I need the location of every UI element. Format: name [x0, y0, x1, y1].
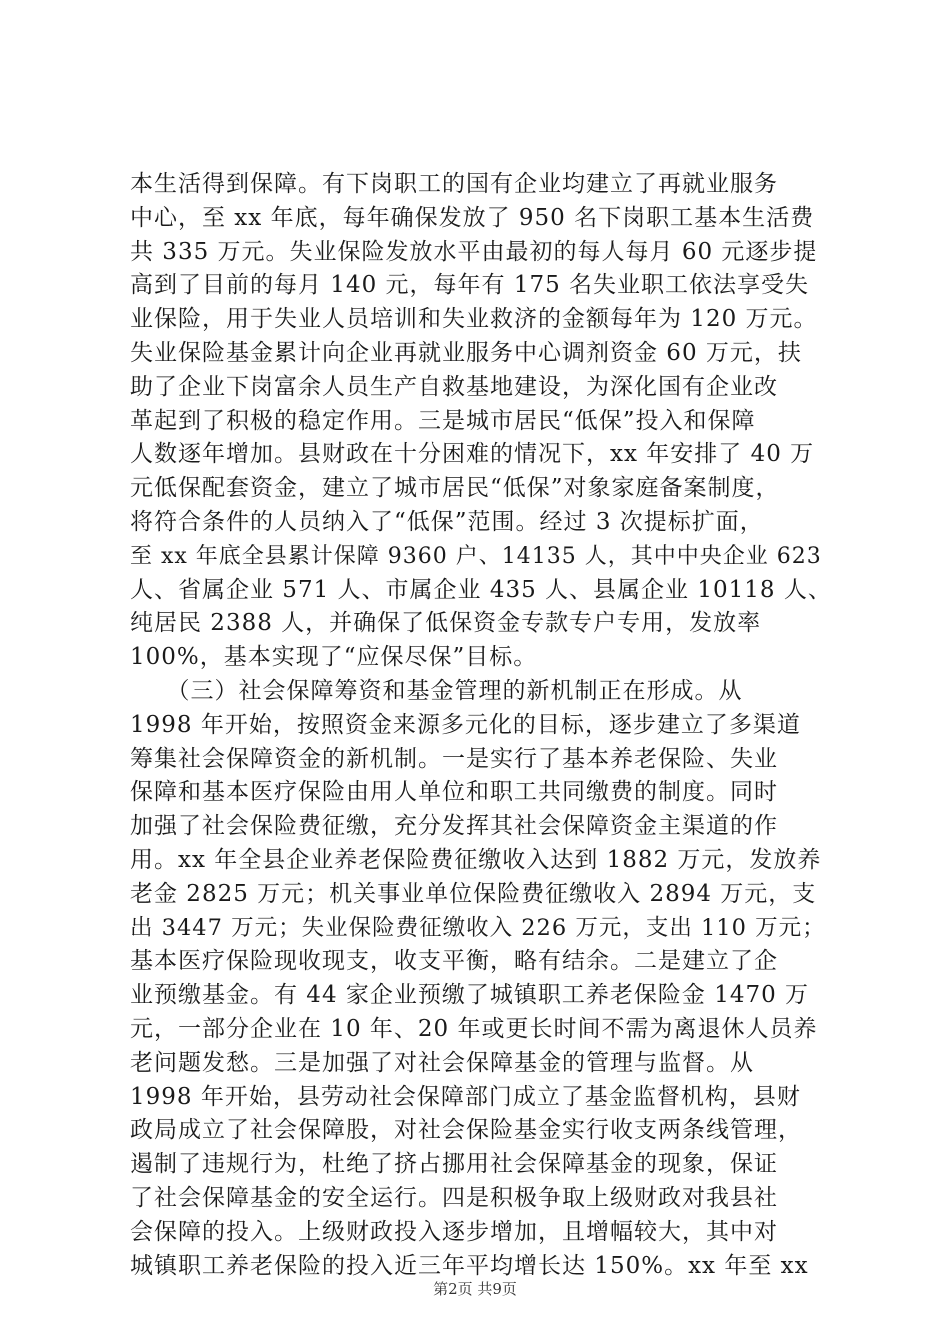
text-line: （三）社会保障筹资和基金管理的新机制正在形成。从: [130, 677, 743, 704]
text-line: 人、省属企业 571 人、市属企业 435 人、县属企业 10118 人、: [130, 576, 832, 603]
text-line: 1998 年开始，按照资金来源多元化的目标，逐步建立了多渠道: [130, 711, 801, 738]
text-line: 业保险，用于失业人员培训和失业救济的金额每年为 120 万元。: [130, 306, 818, 333]
text-line: 元，一部分企业在 10 年、20 年或更长时间不需为离退休人员养: [130, 1015, 818, 1042]
text-line: 高到了目前的每月 140 元，每年有 175 名失业职工依法享受失: [130, 272, 810, 299]
text-line: 老问题发愁。三是加强了对社会保障基金的管理与监督。从: [130, 1049, 754, 1076]
text-line: 保障和基本医疗保险由用人单位和职工共同缴费的制度。同时: [130, 779, 778, 806]
text-line: 元低保配套资金，建立了城市居民“低保”对象家庭备案制度，: [130, 475, 780, 502]
text-line: 助了企业下岗富余人员生产自救基地建设，为深化国有企业改: [130, 373, 778, 400]
text-line: 政局成立了社会保障股，对社会保险基金实行收支两条线管理，: [130, 1117, 802, 1144]
text-line: 出 3447 万元；失业保险费征缴收入 226 万元，支出 110 万元；: [130, 914, 826, 941]
text-line: 100%，基本实现了“应保尽保”目标。: [130, 644, 538, 671]
text-line: 老金 2825 万元；机关事业单位保险费征缴收入 2894 万元，支: [130, 880, 817, 907]
text-line: 加强了社会保险费征缴，充分发挥其社会保障资金主渠道的作: [130, 813, 778, 840]
text-line: 城镇职工养老保险的投入近三年平均增长达 150%。xx 年至 xx: [130, 1252, 809, 1279]
text-line: 筹集社会保障资金的新机制。一是实行了基本养老保险、失业: [130, 745, 778, 772]
text-line: 本生活得到保障。有下岗职工的国有企业均建立了再就业服务: [130, 171, 778, 197]
text-line: 革起到了积极的稳定作用。三是城市居民“低保”投入和保障: [130, 407, 756, 434]
body-text: [130, 168, 830, 1283]
text-line: 业预缴基金。有 44 家企业预缴了城镇职工养老保险金 1470 万: [130, 982, 810, 1009]
text-line: 遏制了违规行为，杜绝了挤占挪用社会保障基金的现象，保证: [130, 1151, 778, 1178]
text-line: 人数逐年增加。县财政在十分困难的情况下，xx 年安排了 40 万: [130, 441, 815, 468]
text-line: 会保障的投入。上级财政投入逐步增加，且增幅较大，其中对: [130, 1218, 778, 1245]
text-line: 将符合条件的人员纳入了“低保”范围。经过 3 次提标扩面，: [130, 508, 764, 535]
text-line: 了社会保障基金的安全运行。四是积极争取上级财政对我县社: [130, 1184, 778, 1211]
text-line: 1998 年开始，县劳动社会保障部门成立了基金监督机构，县财: [130, 1083, 801, 1110]
text-line: 用。xx 年全县企业养老保险费征缴收入达到 1882 万元，发放养: [130, 846, 822, 873]
text-line: 中心，至 xx 年底，每年确保发放了 950 名下岗职工基本生活费: [130, 204, 815, 231]
text-line: 至 xx 年底全县累计保障 9360 户、14135 人，其中中央企业 623: [130, 543, 822, 569]
text-line: 共 335 万元。失业保险发放水平由最初的每人每月 60 元逐步提: [130, 238, 818, 265]
page-footer: 第2页 共9页: [433, 1280, 517, 1298]
text-line: 基本医疗保险现收现支，收支平衡，略有结余。二是建立了企: [130, 948, 778, 975]
text-line: 纯居民 2388 人，并确保了低保资金专款专户专用，发放率: [130, 610, 762, 637]
text-line: 失业保险基金累计向企业再就业服务中心调剂资金 60 万元，扶: [130, 339, 802, 366]
